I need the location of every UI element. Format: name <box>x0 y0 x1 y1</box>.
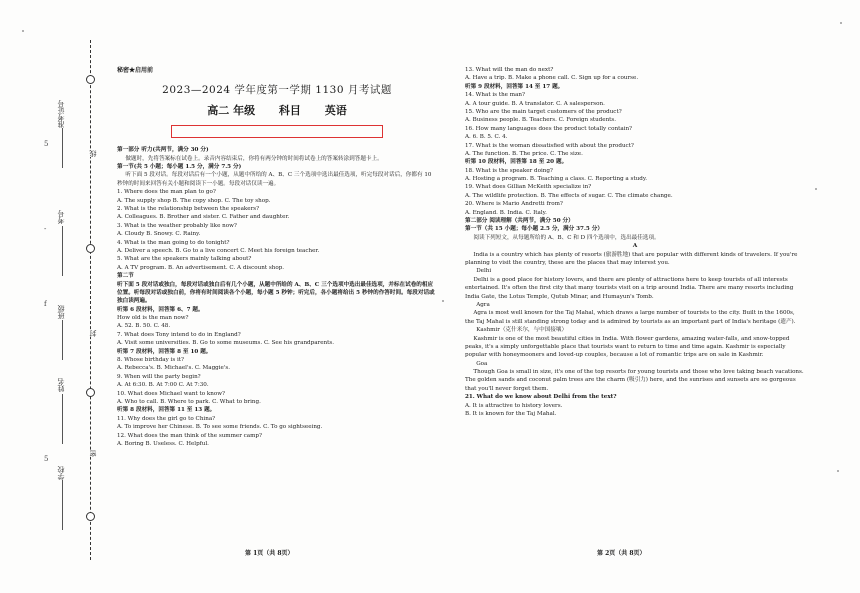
binding-hole-2 <box>86 244 95 253</box>
binding-hole-1 <box>86 75 95 84</box>
text-line: 听下面 5 段对话或独白，每段对话或独白后有几个小题，从题中所给的 A、B、C 三个选项中选出最佳选项，并标在试卷的相应位置。听每段对话或独白前，你将有时间阅读各个小题，每小题 5 秒钟；听完后，各小题将给出 5 秒钟的作答时间。每段对话或独白读两遍。 <box>117 281 435 305</box>
text-line: 第一部分 听力(共两节，满分 30 分) <box>117 147 209 154</box>
text-line: 20. Where is Mario Andretti from? <box>465 201 563 208</box>
text-line: 15. Who are the main target customers of the product? <box>465 108 622 115</box>
field-class: 班级 <box>57 305 65 319</box>
margin-mark: 5 <box>44 455 49 463</box>
text-line: Goa <box>476 360 488 367</box>
text-line: 听下面 5 段对话。每段对话后有一个小题，从题中所给的 A、B、C 三个选项中选出最佳选项，听完每段对话后，你都有 10 秒钟的时间来回答有关小题和阅读下一小题。每段对话仅读一遍。 <box>117 172 432 187</box>
subject-value: 英语 <box>324 103 347 117</box>
text-line: 19. What does Gillian McKeith specialize in? <box>465 184 592 191</box>
text-line: 2. What is the relationship between the speakers? <box>117 205 260 212</box>
page-2-footer: 第 2页（共 8页） <box>597 550 646 557</box>
field-rule <box>62 394 63 444</box>
text-line: A. The supply shop B. The copy shop. C. The toy shop. <box>117 197 271 204</box>
text-line: 1. Where does the man plan to go? <box>117 189 216 196</box>
margin-mark: f <box>44 300 47 308</box>
text-line: 第二部分 阅读理解（共两节，满分 50 分） <box>465 218 574 225</box>
text-line: 做题时，先将答案标在试卷上。录音内容结束后，你将有两分钟的时间将试卷上的答案转涂到答题卡上。 <box>125 155 383 162</box>
text-line: 3. What is the weather probably like now? <box>117 222 237 229</box>
text-line: 第一节(共 5 小题；每小题 1.5 分，满分 7.5 分) <box>117 164 242 171</box>
text-line: 12. What does the man think of the summer camp? <box>117 432 263 439</box>
text-line: 21. What do we know about Delhi from the text? <box>465 394 617 401</box>
text-line: India is a country which has plenty of resorts (旅游胜地) that are popular with different kinds of travelers. If you're planning to visit the country, these are the places that may interest you. <box>465 251 798 266</box>
grade-label: 高二 年级 <box>207 103 256 117</box>
text-line: A. Deliver a speech. B. Go to a live concert C. Meet his foreign teacher. <box>117 247 320 254</box>
text-line: 听第 6 段材料，回答第 6、7 题。 <box>117 306 204 313</box>
text-line: 11. Why does the girl go to China? <box>117 415 216 422</box>
text-line: A. Rebecca's. B. Michael's. C. Maggie's. <box>117 365 231 372</box>
seal-mark-line: 线 <box>89 150 97 157</box>
field-rule <box>62 480 63 530</box>
page-1 <box>117 66 437 448</box>
text-line: Though Goa is small in size, it's one of the top resorts for young tourists and those who love taking beach vacations. The golden sands and coconut palm trees are the charm (吸引力) here, and the sunrises and sunsets are so gorgeous that you'll never forget them. <box>465 369 804 392</box>
text-line: 14. What is the man? <box>465 92 526 99</box>
text-line: A. Boring B. Useless. C. Helpful. <box>117 440 209 447</box>
scan-speck <box>22 30 24 32</box>
text-line: 18. What is the speaker doing? <box>465 167 553 174</box>
text-line: Agra is most well known for the Taj Mahal, which draws a large number of tourists to the city. Built in the 1600s, the Taj Mahal is still standing strong today and is admired by tourists as an important part of India's heritage (遗产). <box>465 310 796 325</box>
field-rule <box>62 320 63 360</box>
exam-title: 2023—2024 学年度第一学期 1130 月考试题 <box>162 84 392 96</box>
field-rule <box>62 128 63 168</box>
field-admission-no: 准考证号 <box>57 100 65 128</box>
text-line: A. 52. B. 50. C. 48. <box>117 323 171 330</box>
field-exam-no: 考号 <box>57 210 65 224</box>
text-line: A <box>632 243 638 250</box>
text-line: 17. What is the woman dissatisfied with about the product? <box>465 142 634 149</box>
text-line: Kashmir（克什米尔，与中国接壤） <box>476 327 568 334</box>
text-line: 听第 7 段材料，回答第 8 至 10 题。 <box>117 348 212 355</box>
text-line: A. England. B. India. C. Italy. <box>465 209 547 216</box>
text-line: 第一节（共 15 小题；每小题 2.5 分，满分 37.5 分） <box>465 226 603 233</box>
text-line: A. To improve her Chinese. B. To see some friends. C. To go sightseeing. <box>117 424 323 431</box>
text-line: A. A TV program. B. An advertisement. C. A discount shop. <box>117 264 285 271</box>
text-line: A. Hosting a program. B. Teaching a class. C. Reporting a study. <box>465 176 648 183</box>
text-line: A. Business people. B. Teachers. C. Foreign students. <box>465 117 617 124</box>
exam-subtitle <box>117 103 437 120</box>
text-line: 4. What is the man going to do tonight? <box>117 239 230 246</box>
text-line: A. At 6:30. B. At 7:00 C. At 7:30. <box>117 382 209 389</box>
field-school: 学校 <box>57 466 65 480</box>
margin-mark: 5 <box>44 140 49 148</box>
subject-label: 科目 <box>278 103 301 117</box>
text-line: A. The wildlife protection. B. The effects of sugar. C. The climate change. <box>465 192 673 199</box>
text-line: A. Colleagues. B. Brother and sister. C. Father and daughter. <box>117 214 290 221</box>
text-line: 10. What does Michael want to know? <box>117 390 226 397</box>
page-1-footer: 第 1页（共 8页） <box>245 550 294 557</box>
text-line: A. Have a trip. B. Make a phone call. C. Sign up for a course. <box>465 75 639 82</box>
text-line: Kashmir is one of the most beautiful cities in India. With flower gardens, amazing water-falls, and snow-topped peaks, it's a simply unforgettable place that tourists want to return to time and time again. Kashmir is especially popular with honeymooners and loved-up couples, because a lot of romantic trips are on sale in Kashmir. <box>465 335 790 359</box>
text-line: 5. What are the speakers mainly talking about? <box>117 256 252 263</box>
page-1-body <box>117 146 437 448</box>
scan-speck <box>442 300 444 302</box>
text-line: Delhi <box>476 268 492 275</box>
text-line: 听第 8 段材料，回答第 11 至 13 题。 <box>117 407 216 414</box>
text-line: Delhi is a good place for history lovers, and there are plenty of attractions here to keep tourists of all interests entertained. It's often the first city that many tourists visit on a trip around India. There are many resorts including India Gate, the Lotus Temple, Qutub Minar, and Humayun's Tomb. <box>465 276 794 300</box>
text-line: A. A tour guide. B. A translator. C. A salesperson. <box>465 100 605 107</box>
text-line: 13. What will the man do next? <box>465 67 554 73</box>
scan-speck <box>815 188 817 190</box>
seal-mark-seal: 封 <box>89 330 97 337</box>
text-line: How old is the man now? <box>117 315 189 322</box>
text-line: A. 6. B. 5. C. 4. <box>465 134 508 141</box>
text-line: 第二节 <box>117 273 134 280</box>
text-line: 听第 9 段材料，回答第 14 至 17 题。 <box>465 83 564 90</box>
barcode-box <box>171 125 383 138</box>
field-rule <box>62 226 63 276</box>
binding-hole-4 <box>86 512 95 521</box>
text-line: 阅读下列短文，从每题所给的 A、B、C 和 D 四个选项中，选出最佳选项。 <box>473 234 660 241</box>
text-line: A. Visit some universities. B. Go to some museums. C. See his grandparents. <box>117 340 335 347</box>
margin-mark: - <box>44 225 47 233</box>
text-line: A. Cloudy B. Snowy. C. Rainy. <box>117 231 201 238</box>
text-line: 9. When will the party begin? <box>117 373 201 380</box>
secret-label: 秘密★启用前 <box>117 67 154 74</box>
text-line: A. It is attractive to history lovers. <box>465 402 563 409</box>
field-name: 姓名 <box>57 378 65 392</box>
binding-hole-3 <box>86 388 95 397</box>
page-2-body <box>465 66 805 418</box>
text-line: 7. What does Tony intend to do in England? <box>117 331 241 338</box>
text-line: B. It is known for the Taj Mahal. <box>465 411 557 418</box>
seal-mark-secret: 密 <box>89 450 97 457</box>
text-line: 16. How many languages does the product totally contain? <box>465 125 633 132</box>
text-line: Agra <box>476 301 490 308</box>
scan-speck <box>840 22 842 24</box>
scan-speck <box>837 470 839 472</box>
text-line: A. Who to call. B. Where to park. C. What to bring. <box>117 398 261 405</box>
text-line: A. The function. B. The price. C. The size. <box>465 150 583 157</box>
binding-seal-line <box>90 40 91 560</box>
page-2 <box>465 66 805 418</box>
text-line: 8. Whose birthday is it? <box>117 357 185 364</box>
text-line: 听第 10 段材料，回答第 18 至 20 题。 <box>465 159 568 166</box>
